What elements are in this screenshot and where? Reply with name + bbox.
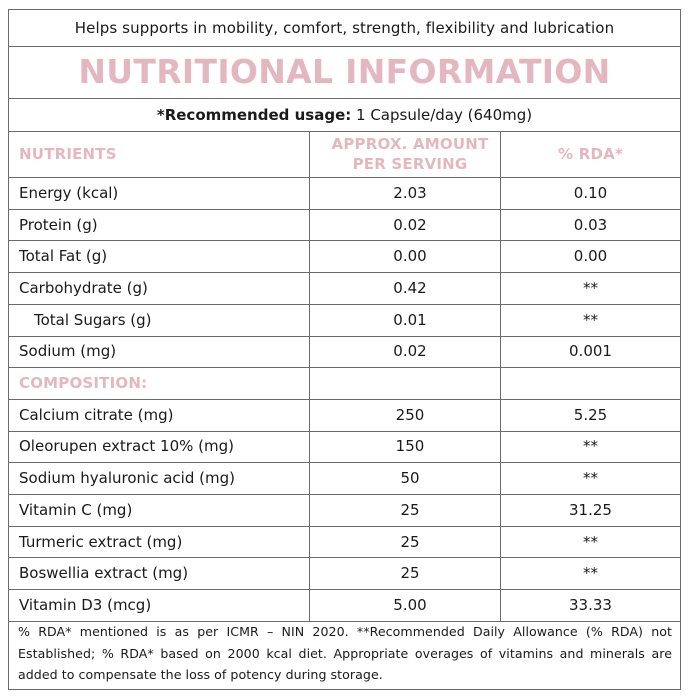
nutrient-name: Total Fat (g) (19, 247, 108, 266)
column-header-rda: % RDA* (558, 145, 623, 163)
ingredient-name: Boswellia extract (mg) (19, 564, 189, 583)
ingredient-amount: 50 (400, 469, 420, 488)
row-divider (9, 209, 680, 210)
row-divider (9, 494, 680, 495)
ingredient-amount: 25 (400, 500, 420, 519)
nutrient-amount: 0.42 (393, 278, 427, 297)
column-header-nutrients: NUTRIENTS (19, 145, 117, 163)
row-divider (9, 304, 680, 305)
usage-label: *Recommended usage: (156, 106, 352, 124)
ingredient-amount: 250 (395, 405, 425, 424)
ingredient-rda: ** (583, 469, 598, 488)
ingredient-amount: 5.00 (393, 595, 427, 614)
nutrient-amount: 0.02 (393, 215, 427, 234)
page-title: NUTRITIONAL INFORMATION (78, 52, 611, 91)
column-divider (500, 131, 501, 621)
nutrition-panel (8, 9, 681, 690)
row-divider (9, 336, 680, 337)
column-header-amount-line2: PER SERVING (352, 155, 468, 173)
usage-value: 1 Capsule/day (640mg) (351, 106, 533, 124)
nutrient-name: Protein (g) (19, 215, 98, 234)
row-divider (9, 526, 680, 527)
ingredient-name: Turmeric extract (mg) (19, 532, 183, 551)
row-divider (9, 240, 680, 241)
composition-label: COMPOSITION: (19, 374, 148, 393)
row-divider (9, 272, 680, 273)
nutrient-rda: ** (583, 310, 598, 329)
nutrient-rda: 0.10 (573, 183, 608, 202)
ingredient-rda: 5.25 (573, 405, 608, 424)
ingredient-amount: 25 (400, 532, 420, 551)
row-divider (9, 557, 680, 558)
nutrient-amount: 0.01 (393, 310, 427, 329)
column-header-amount-line1: APPROX. AMOUNT (331, 135, 489, 153)
row-divider (9, 399, 680, 400)
nutrient-amount: 0.00 (393, 247, 427, 266)
nutrient-rda: 0.03 (573, 215, 608, 234)
ingredient-name: Sodium hyaluronic acid (mg) (19, 469, 235, 488)
row-divider (9, 367, 680, 368)
ingredient-rda: 33.33 (569, 595, 612, 614)
ingredient-rda: ** (583, 437, 598, 456)
nutrient-name: Energy (kcal) (19, 183, 119, 202)
nutrient-name: Sodium (mg) (19, 342, 117, 361)
tagline: Helps supports in mobility, comfort, strength, flexibility and lubrication (74, 19, 615, 37)
ingredient-amount: 150 (395, 437, 425, 456)
footnote: % RDA* mentioned is as per ICMR – NIN 2020. **Recommended Daily Allowance (% RDA) not Established; % RDA* based on 2000 kcal diet. Appropriate overages of vitamins and minerals are added to compensate the loss of potency during storage. (18, 624, 672, 682)
ingredient-name: Vitamin C (mg) (19, 500, 133, 519)
nutrient-name: Total Sugars (g) (34, 310, 152, 329)
row-divider (9, 621, 680, 622)
nutrient-rda: 0.00 (573, 247, 608, 266)
column-header-amount (319, 131, 501, 177)
divider (9, 46, 680, 47)
ingredient-rda: ** (583, 532, 598, 551)
nutrient-name: Carbohydrate (g) (19, 278, 148, 297)
recommended-usage (9, 99, 680, 131)
column-divider (309, 131, 310, 621)
ingredient-amount: 25 (400, 564, 420, 583)
ingredient-name: Oleorupen extract 10% (mg) (19, 437, 235, 456)
nutrient-rda: 0.001 (569, 342, 612, 361)
row-divider (9, 589, 680, 590)
nutrient-amount: 2.03 (393, 183, 427, 202)
ingredient-rda: ** (583, 564, 598, 583)
row-divider (9, 462, 680, 463)
row-divider (9, 177, 680, 178)
nutrient-amount: 0.02 (393, 342, 427, 361)
nutrient-rda: ** (583, 278, 598, 297)
row-divider (9, 431, 680, 432)
ingredient-name: Calcium citrate (mg) (19, 405, 174, 424)
ingredient-rda: 31.25 (569, 500, 612, 519)
ingredient-name: Vitamin D3 (mcg) (19, 595, 152, 614)
